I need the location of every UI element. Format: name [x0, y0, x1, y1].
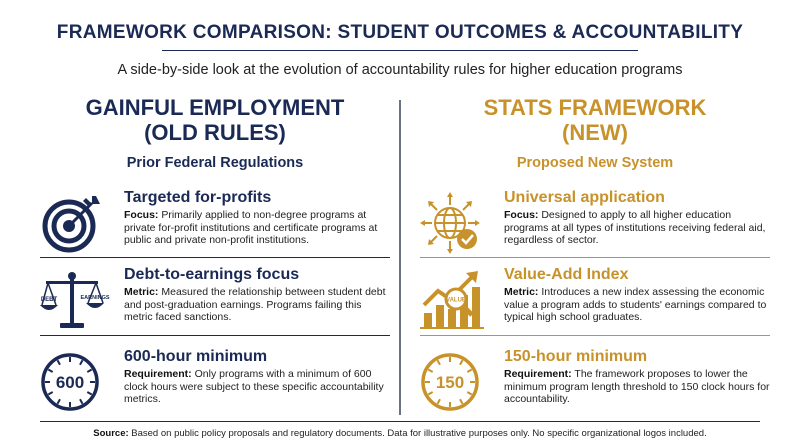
item-description: Metric: Introduces a new index assessing the economic value a program adds to students' earnings compared to typical high school graduates.: [504, 286, 767, 324]
item-value-add-index: [420, 265, 770, 335]
item-heading: 600-hour minimum: [124, 348, 268, 365]
target-arrow-icon: [40, 192, 104, 254]
item-description: Metric: Measured the relationship between student debt and post-graduation earnings. Programs failing this metric faced sanctions.: [124, 286, 386, 324]
column-divider: [399, 100, 401, 415]
globe-check-icon: [420, 192, 484, 254]
old-rules-title: GAINFUL EMPLOYMENT (OLD RULES): [85, 95, 345, 145]
item-heading: Universal application: [504, 189, 665, 206]
page-subtitle: A side-by-side look at the evolution of accountability rules for higher education programs: [117, 62, 683, 78]
old-rules-column: [40, 95, 390, 406]
stats-framework-column: [420, 95, 770, 406]
item-separator: [40, 335, 390, 336]
svg-text:VALUE: VALUE: [446, 297, 466, 304]
item-targeted-for-profits: [40, 188, 390, 258]
footer-rule: [40, 421, 760, 422]
item-separator: [420, 257, 770, 258]
item-debt-to-earnings: [40, 265, 390, 335]
item-150-hour-minimum: [420, 347, 770, 417]
item-heading: Value-Add Index: [504, 266, 629, 283]
svg-text:150: 150: [435, 373, 465, 392]
item-description: Requirement: Only programs with a minimum of 600 clock hours were subject to these specific accountability metrics.: [124, 368, 384, 406]
title-underline: [162, 50, 638, 51]
item-separator: [420, 335, 770, 336]
item-universal-application: [420, 188, 770, 258]
item-description: Requirement: The framework proposes to lower the minimum program length threshold to 150 clock hours for accountability.: [504, 368, 770, 406]
item-description: Focus: Primarily applied to non-degree programs at private for-profit institutions and certificate programs at public and private non-profit institutions.: [124, 209, 378, 247]
stats-framework-subtitle: Proposed New System: [516, 155, 674, 171]
svg-text:DEBT: DEBT: [40, 297, 58, 303]
page-title: FRAMEWORK COMPARISON: STUDENT OUTCOMES & ACCOUNTABILITY: [56, 22, 744, 43]
clock-icon: [40, 351, 104, 413]
clock-icon: [420, 351, 484, 413]
old-rules-subtitle: Prior Federal Regulations: [126, 155, 304, 171]
item-heading: 150-hour minimum: [504, 348, 648, 365]
item-separator: [40, 257, 390, 258]
growth-chart-icon: [420, 269, 484, 331]
item-600-hour-minimum: [40, 347, 390, 417]
source-note: Source: Based on public policy proposals and regulatory documents. Data for illustrative purposes only. No specific organizational logos included.: [93, 428, 707, 439]
item-heading: Targeted for-profits: [124, 189, 272, 206]
item-description: Focus: Designed to apply to all higher education programs at all types of institutions receiving federal aid, regardless of sector.: [504, 209, 766, 247]
item-heading: Debt-to-earnings focus: [124, 266, 300, 283]
stats-framework-title: STATS FRAMEWORK (NEW): [483, 95, 707, 145]
svg-text:EARNINGS: EARNINGS: [80, 295, 110, 301]
svg-text:600: 600: [55, 373, 85, 392]
scale-icon: [40, 269, 110, 331]
